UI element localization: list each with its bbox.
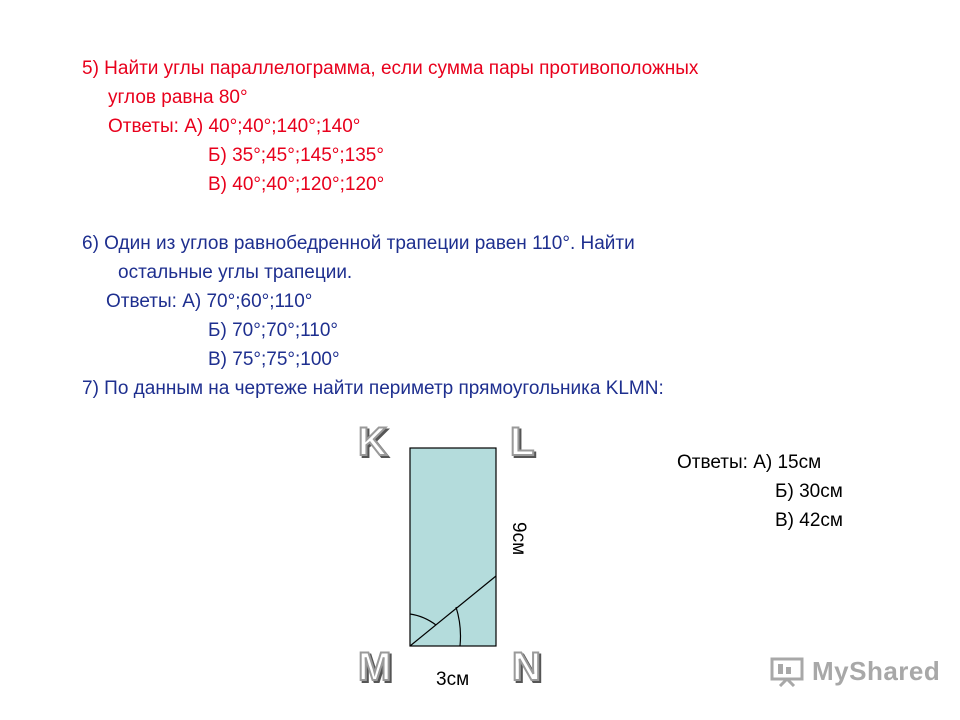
q5-answer-v: В) 40°;40°;120°;120° — [208, 174, 385, 195]
vertex-n-label: N — [512, 645, 541, 689]
q5-answer-a: Ответы: А) 40°;40°;140°;140° — [108, 116, 361, 137]
myshared-logo — [770, 655, 940, 687]
q6-answer-b: Б) 70°;70°;110° — [208, 320, 338, 341]
q6-answer-a: Ответы: А) 70°;60°;110° — [106, 291, 313, 312]
rectangle-klmn — [410, 448, 496, 646]
presentation-icon — [770, 655, 806, 687]
q7-answer-v: В) 42см — [775, 510, 843, 531]
vertex-m-label: M — [358, 645, 392, 689]
q5-answer-b: Б) 35°;45°;145°;135° — [208, 145, 384, 166]
q6-line1: 6) Один из углов равнобедренной трапеции равен 110°. Найти — [82, 233, 635, 254]
q7-answer-b: Б) 30см — [775, 481, 843, 502]
q7-line1: 7) По данным на чертеже найти периметр прямоугольника KLMN: — [82, 378, 664, 399]
vertex-l-label: L — [510, 420, 535, 464]
vertex-k-label: K — [358, 420, 387, 464]
logo-text: MyShared — [812, 655, 941, 686]
q5-line1: 5) Найти углы параллелограмма, если сумма пары противоположных — [82, 58, 699, 79]
q6-answer-v: В) 75°;75°;100° — [208, 349, 340, 370]
side-label-9cm: 9см — [508, 522, 529, 556]
side-label-3cm: 3см — [436, 669, 470, 690]
q7-answer-a: Ответы: А) 15см — [677, 452, 822, 473]
q5-line2: углов равна 80° — [108, 87, 248, 108]
q6-line2: остальные углы трапеции. — [118, 262, 353, 283]
